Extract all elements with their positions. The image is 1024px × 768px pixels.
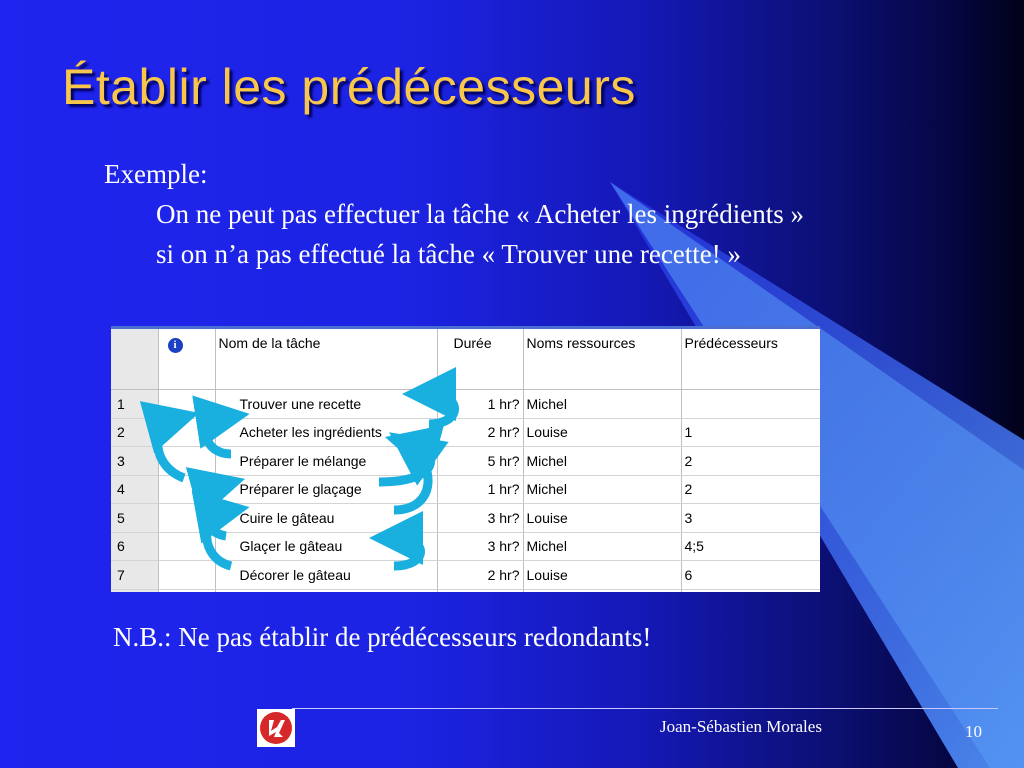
task-table: [111, 329, 820, 592]
predecessors-header: Prédécesseurs: [681, 329, 820, 390]
duration-header: Durée: [437, 329, 523, 390]
empty-cell: [437, 589, 523, 592]
predecessors[interactable]: 4;5: [681, 532, 820, 561]
indicator-cell: [158, 504, 215, 533]
predecessors[interactable]: 3: [681, 504, 820, 533]
duration[interactable]: 1 hr?: [437, 475, 523, 504]
duration[interactable]: 3 hr?: [437, 532, 523, 561]
duration[interactable]: 1 hr?: [437, 390, 523, 419]
nb-note: N.B.: Ne pas établir de prédécesseurs redondants!: [113, 622, 652, 652]
duration[interactable]: 3 hr?: [437, 504, 523, 533]
resource-name[interactable]: Michel: [523, 532, 681, 561]
resource-name[interactable]: Michel: [523, 390, 681, 419]
table-row[interactable]: [111, 418, 820, 447]
predecessors[interactable]: [681, 390, 820, 419]
indicator-cell: [158, 532, 215, 561]
footer-divider: [292, 708, 998, 709]
resource-name[interactable]: Louise: [523, 504, 681, 533]
empty-cell: [111, 589, 158, 592]
predecessors[interactable]: 2: [681, 475, 820, 504]
predecessors[interactable]: 1: [681, 418, 820, 447]
row-number[interactable]: 3: [111, 447, 158, 476]
table-row[interactable]: [111, 475, 820, 504]
task-name[interactable]: Préparer le mélange: [215, 447, 437, 476]
duration[interactable]: 2 hr?: [437, 561, 523, 590]
task-table-screenshot: [111, 326, 820, 592]
indicator-header: [158, 329, 215, 390]
example-text: On ne peut pas effectuer la tâche « Acheter les ingrédients » si on n’a pas effectué la tâche « Trouver une recette! »: [156, 199, 804, 269]
slide-title: Établir les prédécesseurs: [62, 59, 636, 115]
duration[interactable]: 2 hr?: [437, 418, 523, 447]
info-icon: i: [168, 338, 183, 353]
table-row[interactable]: [111, 390, 820, 419]
predecessors[interactable]: 6: [681, 561, 820, 590]
footer-author: Joan-Sébastien Morales: [660, 717, 822, 736]
indicator-cell: [158, 475, 215, 504]
table-row[interactable]: [111, 447, 820, 476]
resources-header: Noms ressources: [523, 329, 681, 390]
task-name[interactable]: Décorer le gâteau: [215, 561, 437, 590]
resource-name[interactable]: Michel: [523, 447, 681, 476]
task-name[interactable]: Acheter les ingrédients: [215, 418, 437, 447]
indicator-cell: [158, 418, 215, 447]
logo-icon: [257, 709, 295, 747]
row-number[interactable]: 4: [111, 475, 158, 504]
indicator-cell: [158, 390, 215, 419]
table-row[interactable]: [111, 532, 820, 561]
row-number[interactable]: 5: [111, 504, 158, 533]
task-name[interactable]: Trouver une recette: [215, 390, 437, 419]
row-number[interactable]: 2: [111, 418, 158, 447]
row-number-header: [111, 329, 158, 390]
task-name[interactable]: Glaçer le gâteau: [215, 532, 437, 561]
row-number[interactable]: 1: [111, 390, 158, 419]
indicator-cell: [158, 561, 215, 590]
row-number[interactable]: 6: [111, 532, 158, 561]
predecessors[interactable]: 2: [681, 447, 820, 476]
table-row[interactable]: [111, 561, 820, 590]
table-row-empty: [111, 589, 820, 592]
resource-name[interactable]: Michel: [523, 475, 681, 504]
indicator-cell: [158, 447, 215, 476]
empty-cell: [215, 589, 437, 592]
row-number[interactable]: 7: [111, 561, 158, 590]
example-label: Exemple:: [104, 159, 208, 189]
duration[interactable]: 5 hr?: [437, 447, 523, 476]
task-name[interactable]: Préparer le glaçage: [215, 475, 437, 504]
table-row[interactable]: [111, 504, 820, 533]
resource-name[interactable]: Louise: [523, 561, 681, 590]
task-name[interactable]: Cuire le gâteau: [215, 504, 437, 533]
empty-cell: [681, 589, 820, 592]
empty-cell: [158, 589, 215, 592]
table-header-row: [111, 329, 820, 390]
resource-name[interactable]: Louise: [523, 418, 681, 447]
empty-cell: [523, 589, 681, 592]
page-number: 10: [965, 722, 982, 741]
task-name-header: Nom de la tâche: [215, 329, 437, 390]
